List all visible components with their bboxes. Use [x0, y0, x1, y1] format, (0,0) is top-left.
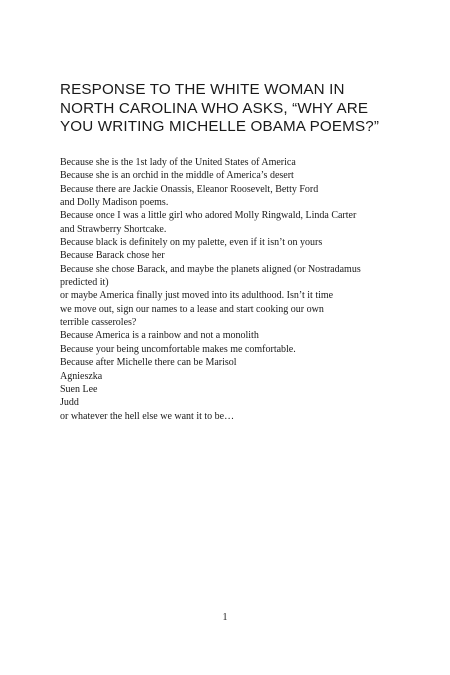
poem-title-line: RESPONSE TO THE WHITE WOMAN IN: [60, 81, 345, 98]
poem-line: Because she chose Barack, and maybe the planets aligned (or Nostradamus: [60, 263, 361, 275]
poem-line: or maybe America finally just moved into its adulthood. Isn’t it time: [60, 290, 334, 302]
poem-title: [60, 81, 420, 137]
poem-line: predicted it): [60, 277, 109, 289]
poem-line: Suen Lee: [60, 383, 98, 395]
poem-line: Because there are Jackie Onassis, Eleanor Roosevelt, Betty Ford: [60, 183, 319, 195]
poem-line: Because black is definitely on my palette, even if it isn’t on yours: [60, 237, 323, 249]
poem-title-line: NORTH CAROLINA WHO ASKS, “WHY ARE: [60, 99, 369, 117]
poem-title-line: YOU WRITING MICHELLE OBAMA POEMS?”: [60, 118, 380, 136]
poem-line: Agnieszka: [60, 370, 103, 382]
poem-body: [60, 156, 420, 423]
poem-line: Because after Michelle there can be Marisol: [60, 357, 237, 369]
poem-line: Because America is a rainbow and not a monolith: [60, 330, 259, 342]
poem-line: terrible casseroles?: [60, 317, 137, 329]
poem-line: Because once I was a little girl who adored Molly Ringwald, Linda Carter: [60, 210, 357, 222]
poem-line: Because she is an orchid in the middle of America’s desert: [60, 170, 294, 182]
page-number: 1: [222, 612, 228, 623]
poem-line: and Dolly Madison poems.: [60, 197, 169, 209]
poem-line: Because your being uncomfortable makes me comfortable.: [60, 343, 296, 355]
poem-line: Because she is the 1st lady of the United States of America: [60, 157, 296, 168]
poem-line: we move out, sign our names to a lease and start cooking our own: [60, 303, 324, 315]
poem-line: Judd: [60, 397, 79, 409]
poem-line: and Strawberry Shortcake.: [60, 223, 167, 235]
poem-line: or whatever the hell else we want it to be…: [60, 410, 235, 422]
poem-line: Because Barack chose her: [60, 250, 165, 262]
